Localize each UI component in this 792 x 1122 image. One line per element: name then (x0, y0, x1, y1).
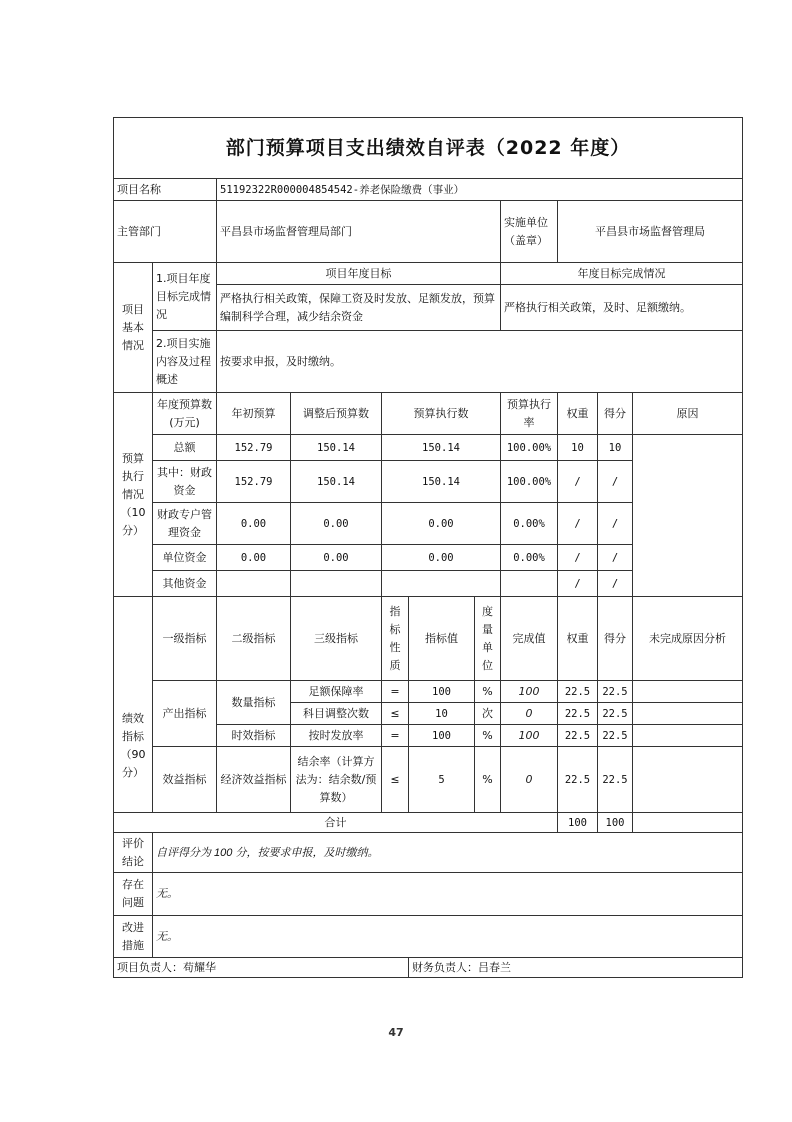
budget-rate: 0.00% (501, 503, 558, 545)
budget-rate: 100.00% (501, 461, 558, 503)
perf-header-actual: 完成值 (501, 597, 558, 681)
evaluation-form (113, 117, 742, 978)
completion-header: 年度目标完成情况 (501, 263, 743, 285)
budget-rate: 100.00% (501, 435, 558, 461)
dept-value: 平昌县市场监督管理局部门 (217, 201, 501, 263)
budget-adjusted: 150.14 (291, 435, 382, 461)
perf-header-weight: 权重 (558, 597, 598, 681)
budget-rate: 0.00% (501, 545, 558, 571)
perf-unit: % (475, 725, 501, 747)
budget-initial: 152.79 (217, 435, 291, 461)
total-label: 合计 (114, 813, 558, 833)
budget-row (114, 435, 743, 461)
perf-score: 22.5 (598, 725, 633, 747)
perf-target: 100 (409, 725, 475, 747)
budget-initial: 152.79 (217, 461, 291, 503)
budget-initial (217, 571, 291, 597)
budget-executed: 150.14 (382, 435, 501, 461)
budget-weight: / (558, 503, 598, 545)
perf-reason (633, 747, 743, 813)
budget-header-reason: 原因 (633, 393, 743, 435)
budget-row-label: 其中：财政资金 (153, 461, 217, 503)
budget-header-weight: 权重 (558, 393, 598, 435)
budget-executed: 0.00 (382, 545, 501, 571)
evaluation-table (113, 117, 743, 978)
budget-executed: 150.14 (382, 461, 501, 503)
eval-label: 评价结论 (114, 833, 153, 873)
perf-unit: % (475, 681, 501, 703)
level2-timeliness: 时效指标 (217, 725, 291, 747)
perf-target: 5 (409, 747, 475, 813)
perf-header-target: 指标值 (409, 597, 475, 681)
page-number: 47 (388, 1026, 404, 1039)
perf-header-score: 得分 (598, 597, 633, 681)
improve-text: 无。 (153, 916, 743, 958)
perf-target: 10 (409, 703, 475, 725)
perf-weight: 22.5 (558, 681, 598, 703)
budget-row-label: 单位资金 (153, 545, 217, 571)
budget-weight: 10 (558, 435, 598, 461)
budget-score: 10 (598, 435, 633, 461)
perf-level3: 按时发放率 (291, 725, 382, 747)
budget-score: / (598, 503, 633, 545)
level2-quantity: 数量指标 (217, 681, 291, 725)
perf-actual: 100 (501, 725, 558, 747)
perf-row (114, 681, 743, 703)
level2-economic: 经济效益指标 (217, 747, 291, 813)
budget-header-rate: 预算执行率 (501, 393, 558, 435)
perf-weight: 22.5 (558, 747, 598, 813)
budget-executed (382, 571, 501, 597)
dept-label: 主管部门 (114, 201, 217, 263)
budget-adjusted: 0.00 (291, 503, 382, 545)
perf-actual: 0 (501, 747, 558, 813)
project-name-value: 51192322R000004854542-养老保险缴费（事业） (217, 179, 743, 201)
completion-text: 严格执行相关政策，及时、足额缴纳。 (501, 285, 743, 331)
perf-nature: ≤ (382, 747, 409, 813)
budget-row-label: 总额 (153, 435, 217, 461)
goal-label: 1.项目年度目标完成情况 (153, 263, 217, 331)
budget-rate (501, 571, 558, 597)
perf-unit: 次 (475, 703, 501, 725)
perf-header-level2: 二级指标 (217, 597, 291, 681)
perf-nature: ≤ (382, 703, 409, 725)
finance-lead-signature: 财务负责人：吕春兰 (409, 958, 743, 978)
document-title: 部门预算项目支出绩效自评表（2022 年度） (114, 118, 743, 179)
perf-nature: = (382, 681, 409, 703)
perf-reason (633, 681, 743, 703)
perf-header-reason: 未完成原因分析 (633, 597, 743, 681)
perf-score: 22.5 (598, 681, 633, 703)
perf-header-level1: 一级指标 (153, 597, 217, 681)
eval-text: 自评得分为 100 分，按要求申报，及时缴纳。 (153, 833, 743, 873)
budget-initial: 0.00 (217, 545, 291, 571)
issues-text: 无。 (153, 873, 743, 916)
perf-level3: 足额保障率 (291, 681, 382, 703)
budget-weight: / (558, 571, 598, 597)
perf-unit: % (475, 747, 501, 813)
budget-score: / (598, 571, 633, 597)
perf-actual: 0 (501, 703, 558, 725)
budget-row-label: 财政专户管理资金 (153, 503, 217, 545)
budget-header-adjusted: 调整后预算数 (291, 393, 382, 435)
budget-header-initial: 年初预算 (217, 393, 291, 435)
perf-score: 22.5 (598, 703, 633, 725)
budget-weight: / (558, 461, 598, 503)
basic-info-section-label: 项目基本情况 (114, 263, 153, 393)
perf-target: 100 (409, 681, 475, 703)
perf-score: 22.5 (598, 747, 633, 813)
perf-level3: 结余率（计算方法为：结余数/预算数） (291, 747, 382, 813)
perf-header-unit: 度量单位 (475, 597, 501, 681)
perf-level3: 科目调整次数 (291, 703, 382, 725)
budget-header-executed: 预算执行数 (382, 393, 501, 435)
budget-header-score: 得分 (598, 393, 633, 435)
budget-score: / (598, 545, 633, 571)
perf-header-nature: 指标性质 (382, 597, 409, 681)
budget-adjusted: 150.14 (291, 461, 382, 503)
impl-unit-value: 平昌县市场监督管理局 (558, 201, 743, 263)
budget-row-label: 其他资金 (153, 571, 217, 597)
process-text: 按要求申报，及时缴纳。 (217, 331, 743, 393)
total-score: 100 (598, 813, 633, 833)
budget-score: / (598, 461, 633, 503)
budget-initial: 0.00 (217, 503, 291, 545)
project-name-label: 项目名称 (114, 179, 217, 201)
perf-header-level3: 三级指标 (291, 597, 382, 681)
budget-section-label: 预算执行情况（10分） (114, 393, 153, 597)
perf-row (114, 747, 743, 813)
perf-reason (633, 703, 743, 725)
level1-output: 产出指标 (153, 681, 217, 747)
issues-label: 存在问题 (114, 873, 153, 916)
improve-label: 改进措施 (114, 916, 153, 958)
budget-reason-cell (633, 435, 743, 597)
budget-adjusted: 0.00 (291, 545, 382, 571)
total-reason (633, 813, 743, 833)
perf-reason (633, 725, 743, 747)
project-lead-signature: 项目负责人：苟耀华 (114, 958, 409, 978)
performance-section-label: 绩效指标（90分） (114, 597, 153, 813)
budget-header-annual: 年度预算数(万元) (153, 393, 217, 435)
level1-benefit: 效益指标 (153, 747, 217, 813)
perf-weight: 22.5 (558, 725, 598, 747)
budget-adjusted (291, 571, 382, 597)
goal-header: 项目年度目标 (217, 263, 501, 285)
perf-nature: = (382, 725, 409, 747)
perf-actual: 100 (501, 681, 558, 703)
budget-weight: / (558, 545, 598, 571)
budget-executed: 0.00 (382, 503, 501, 545)
impl-unit-label: 实施单位（盖章） (501, 201, 558, 263)
goal-text: 严格执行相关政策，保障工资及时发放、足额发放，预算编制科学合理，减少结余资金 (217, 285, 501, 331)
total-weight: 100 (558, 813, 598, 833)
process-label: 2.项目实施内容及过程概述 (153, 331, 217, 393)
perf-weight: 22.5 (558, 703, 598, 725)
